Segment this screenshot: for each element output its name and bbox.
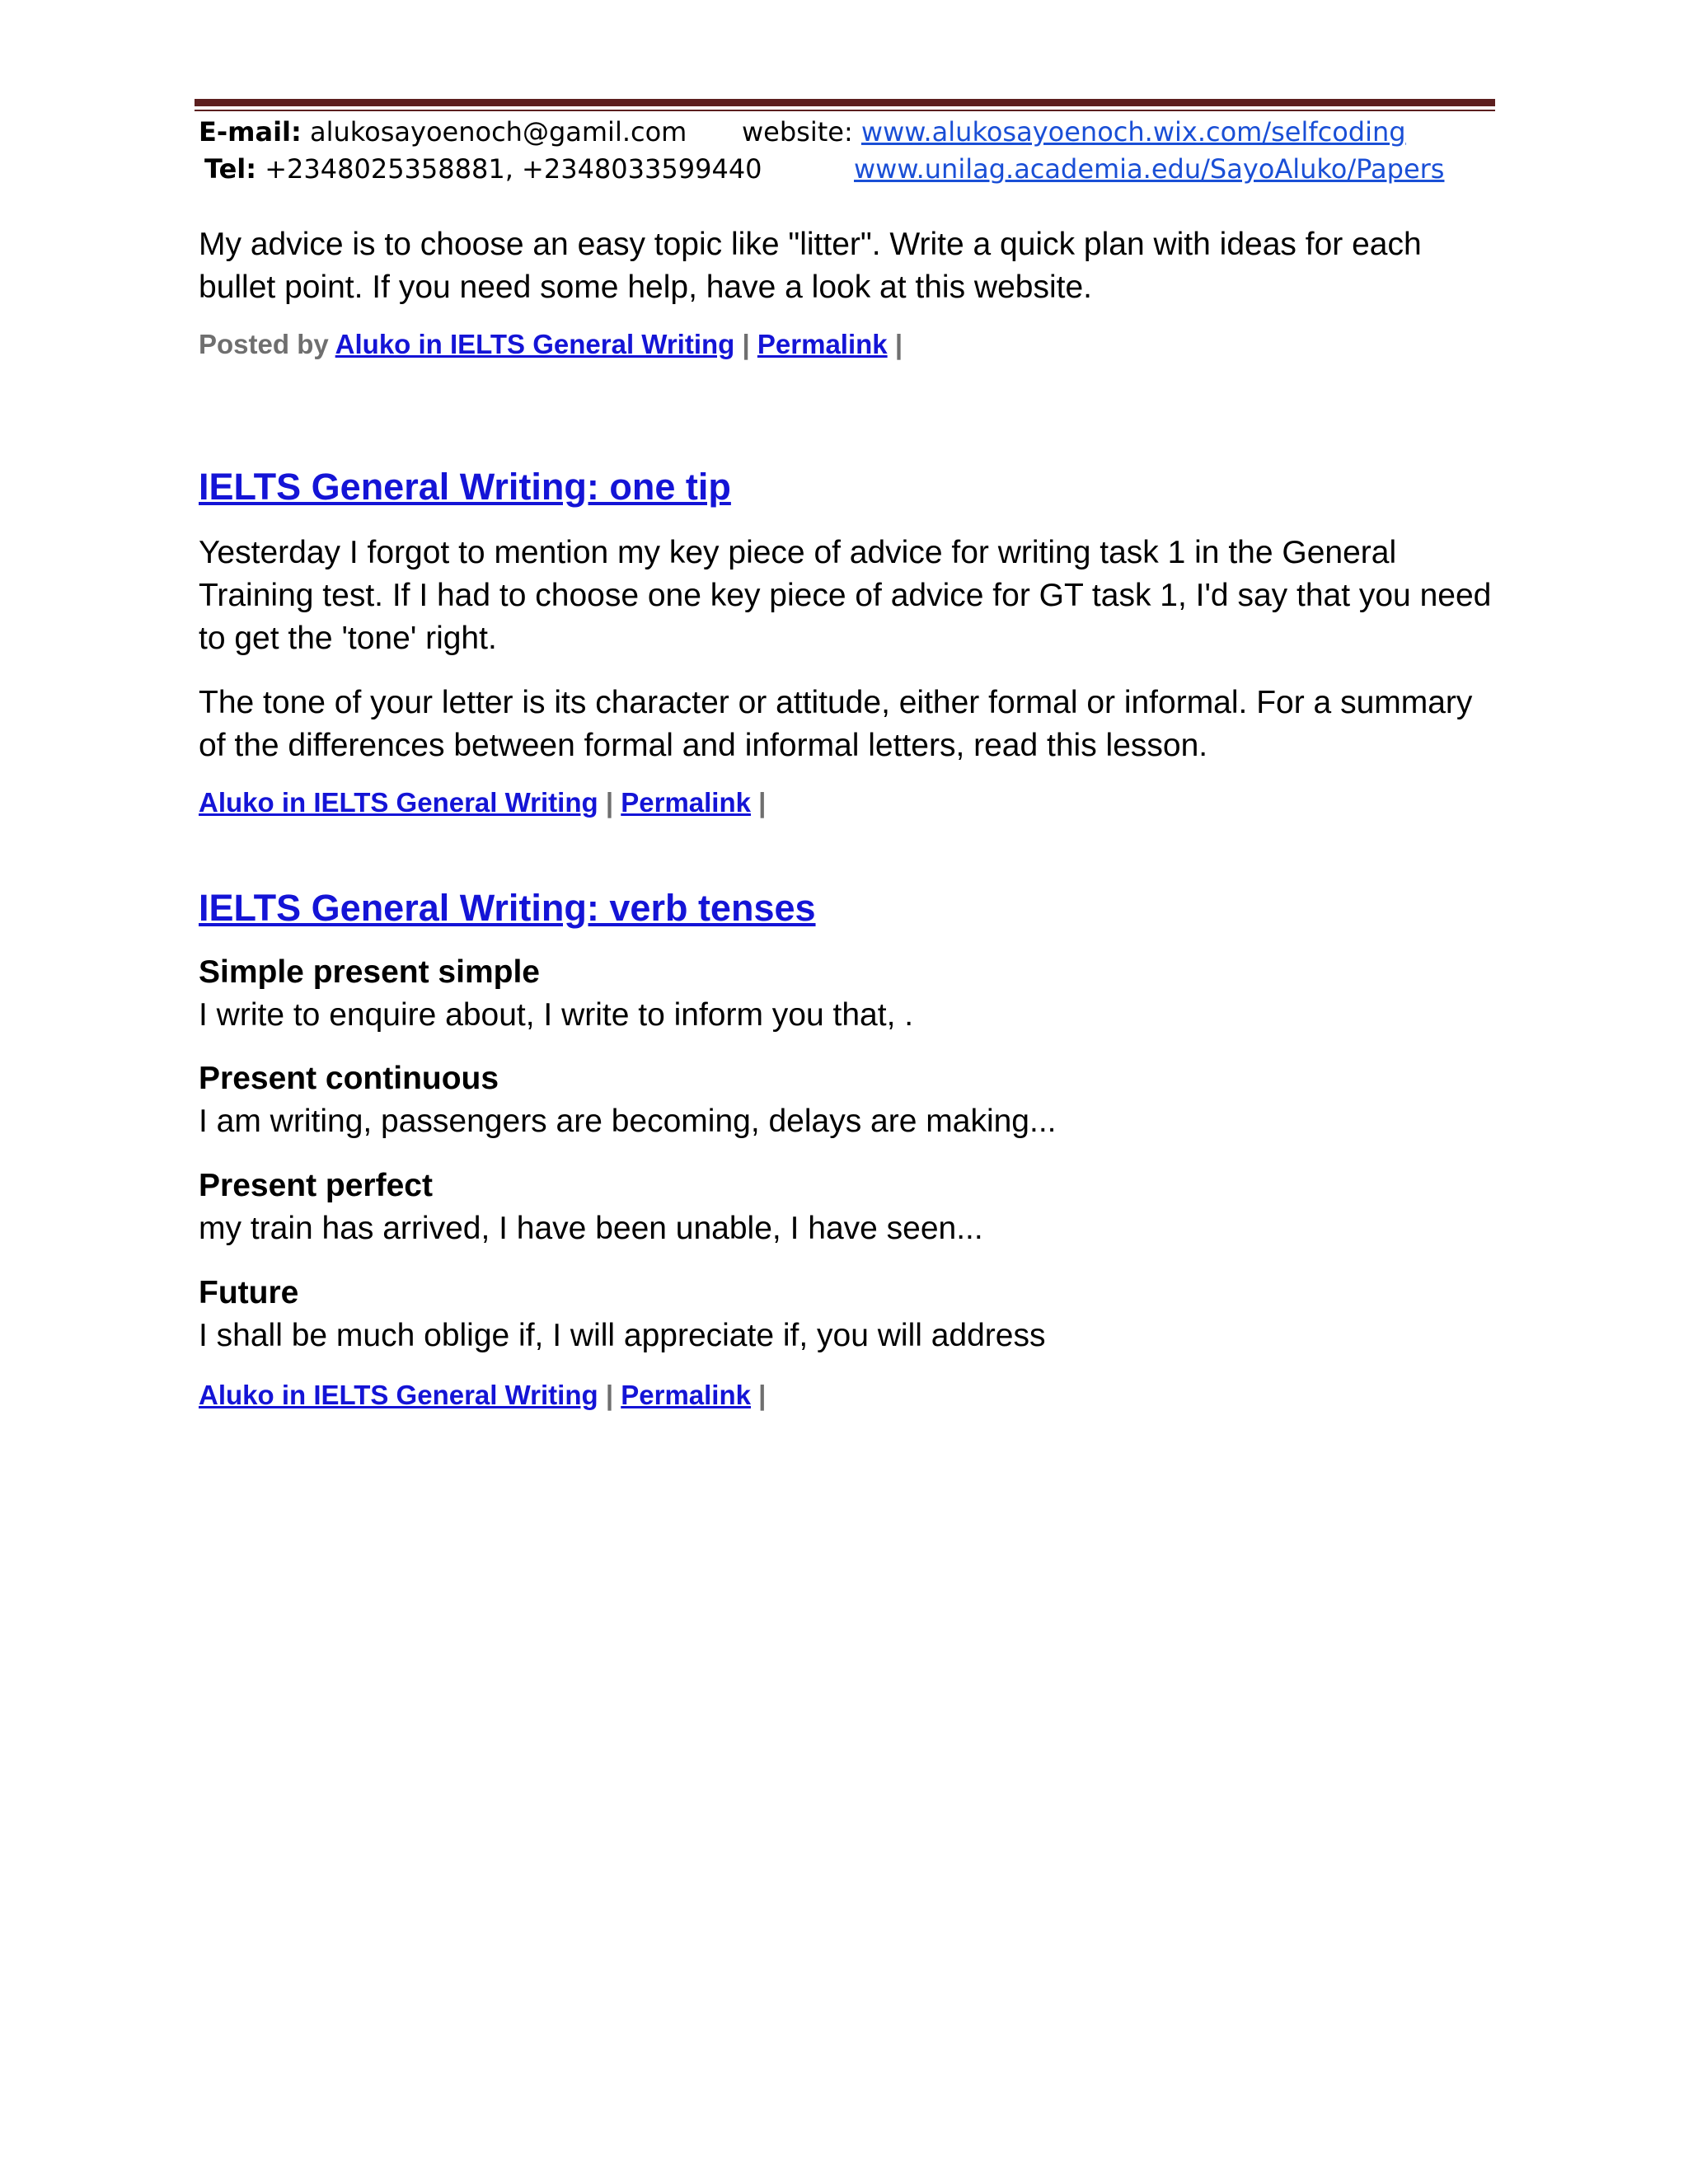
tel-label: Tel: [204,153,257,185]
tense-heading: Present continuous [199,1061,499,1096]
post1-category-link[interactable]: Aluko in IELTS General Writing [335,329,735,359]
post2-meta [199,786,766,819]
email-label: E-mail: [199,116,302,148]
tel-value: +2348025358881, +2348033599440 [265,153,762,185]
tense-heading: Simple present simple [199,954,540,990]
post3-permalink[interactable]: Permalink [621,1380,751,1410]
tel-line [204,152,762,185]
tense-item [199,951,913,1037]
website-link-2[interactable]: www.unilag.academia.edu/SayoAluko/Papers [854,153,1445,185]
post3-category-link[interactable]: Aluko in IELTS General Writing [199,1380,598,1410]
tense-heading: Future [199,1275,299,1310]
post1-paragraph: My advice is to choose an easy topic like "litter". Write a quick plan with ideas for each bullet point. If you need some help, have a look at this website. [199,227,1422,305]
tense-example: my train has arrived, I have been unable, I have seen... [199,1211,983,1246]
tense-item [199,1272,1045,1357]
post2-trailing-separator: | [758,787,767,818]
website-link-1[interactable]: www.alukosayoenoch.wix.com/selfcoding [860,116,1406,148]
website-label: website: [742,116,853,148]
post1-trailing-separator: | [894,329,903,359]
post2-separator: | [605,787,614,818]
tense-example: I shall be much oblige if, I will appreciate if, you will address [199,1318,1046,1353]
post3-title-link[interactable]: IELTS General Writing: verb tenses [199,887,816,929]
tense-item [199,1057,1057,1143]
website-line-2 [854,152,1444,185]
post1-permalink[interactable]: Permalink [757,329,888,359]
email-line [199,115,687,148]
post3-trailing-separator: | [758,1380,767,1410]
tense-example: I write to enquire about, I write to inform you that, . [199,997,914,1033]
post2-paragraph-1: Yesterday I forgot to mention my key piece of advice for writing task 1 in the General Training test. If I had to choose one key piece of advice for GT task 1, I'd say that you need to get the 'tone' right. [199,535,1492,656]
tense-heading: Present perfect [199,1168,433,1203]
post1-meta-prefix: Posted by [199,329,329,359]
post2-category-link[interactable]: Aluko in IELTS General Writing [199,787,598,818]
post1-separator: | [742,329,750,359]
header-rule-thin [195,110,1495,111]
post2-permalink[interactable]: Permalink [621,787,751,818]
website-line [742,115,1406,148]
post1-meta [199,328,903,361]
tense-example: I am writing, passengers are becoming, delays are making... [199,1104,1057,1139]
post3-meta [199,1379,766,1412]
tense-item [199,1165,983,1250]
post2-paragraph-2: The tone of your letter is its character or attitude, either formal or informal. For a summary of the differences between formal and informal letters, read this lesson. [199,685,1473,763]
post2-title-link[interactable]: IELTS General Writing: one tip [199,466,731,508]
email-value: alukosayoenoch@gamil.com [309,116,687,148]
post3-separator: | [605,1380,614,1410]
header-rule-thick [195,99,1495,106]
